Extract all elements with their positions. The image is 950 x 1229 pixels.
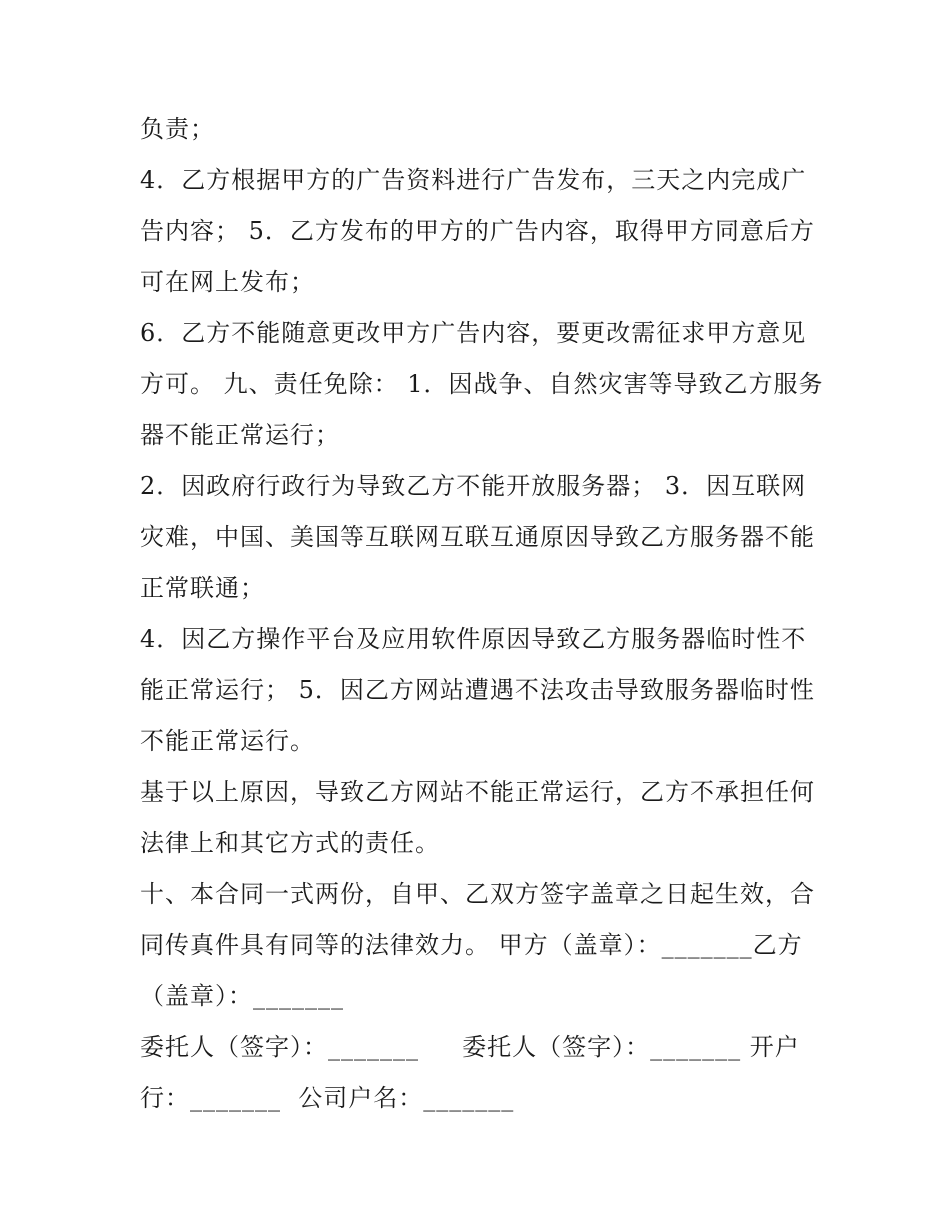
text-line: 同传真件具有同等的法律效力。 甲方（盖章）：_______乙方: [140, 931, 803, 959]
text-line: 4．因乙方操作平台及应用软件原因导致乙方服务器临时性不: [140, 625, 807, 653]
text-line: 不能正常运行。: [140, 727, 315, 755]
text-line: 灾难，中国、美国等互联网互联互通原因导致乙方服务器不能: [140, 523, 815, 551]
text-line: 负责；: [140, 115, 215, 143]
text-line: （盖章）：_______: [140, 982, 344, 1010]
text-line: 2．因政府行政行为导致乙方不能开放服务器； 3．因互联网: [140, 472, 807, 500]
text-line: 方可。 九、责任免除： 1．因战争、自然灾害等导致乙方服务: [140, 370, 824, 398]
text-line: 可在网上发布；: [140, 268, 315, 296]
text-line: 十、本合同一式两份，自甲、乙双方签字盖章之日起生效，合: [140, 880, 815, 908]
document-body: [140, 104, 824, 1124]
text-line: 法律上和其它方式的责任。: [140, 829, 440, 857]
text-line: 告内容； 5．乙方发布的甲方的广告内容，取得甲方同意后方: [140, 217, 815, 245]
text-line: 基于以上原因，导致乙方网站不能正常运行，乙方不承担任何: [140, 778, 815, 806]
text-line: 正常联通；: [140, 574, 265, 602]
text-line: 行：_______ 公司户名：_______: [140, 1084, 515, 1112]
text-line: 6．乙方不能随意更改甲方广告内容，要更改需征求甲方意见: [140, 319, 807, 347]
text-line: 4．乙方根据甲方的广告资料进行广告发布，三天之内完成广: [140, 166, 807, 194]
text-line: 器不能正常运行；: [140, 421, 340, 449]
text-line: 能正常运行； 5．因乙方网站遭遇不法攻击导致服务器临时性: [140, 676, 815, 704]
text-line: 委托人（签字）：_______ 委托人（签字）：_______ 开户: [140, 1033, 800, 1061]
